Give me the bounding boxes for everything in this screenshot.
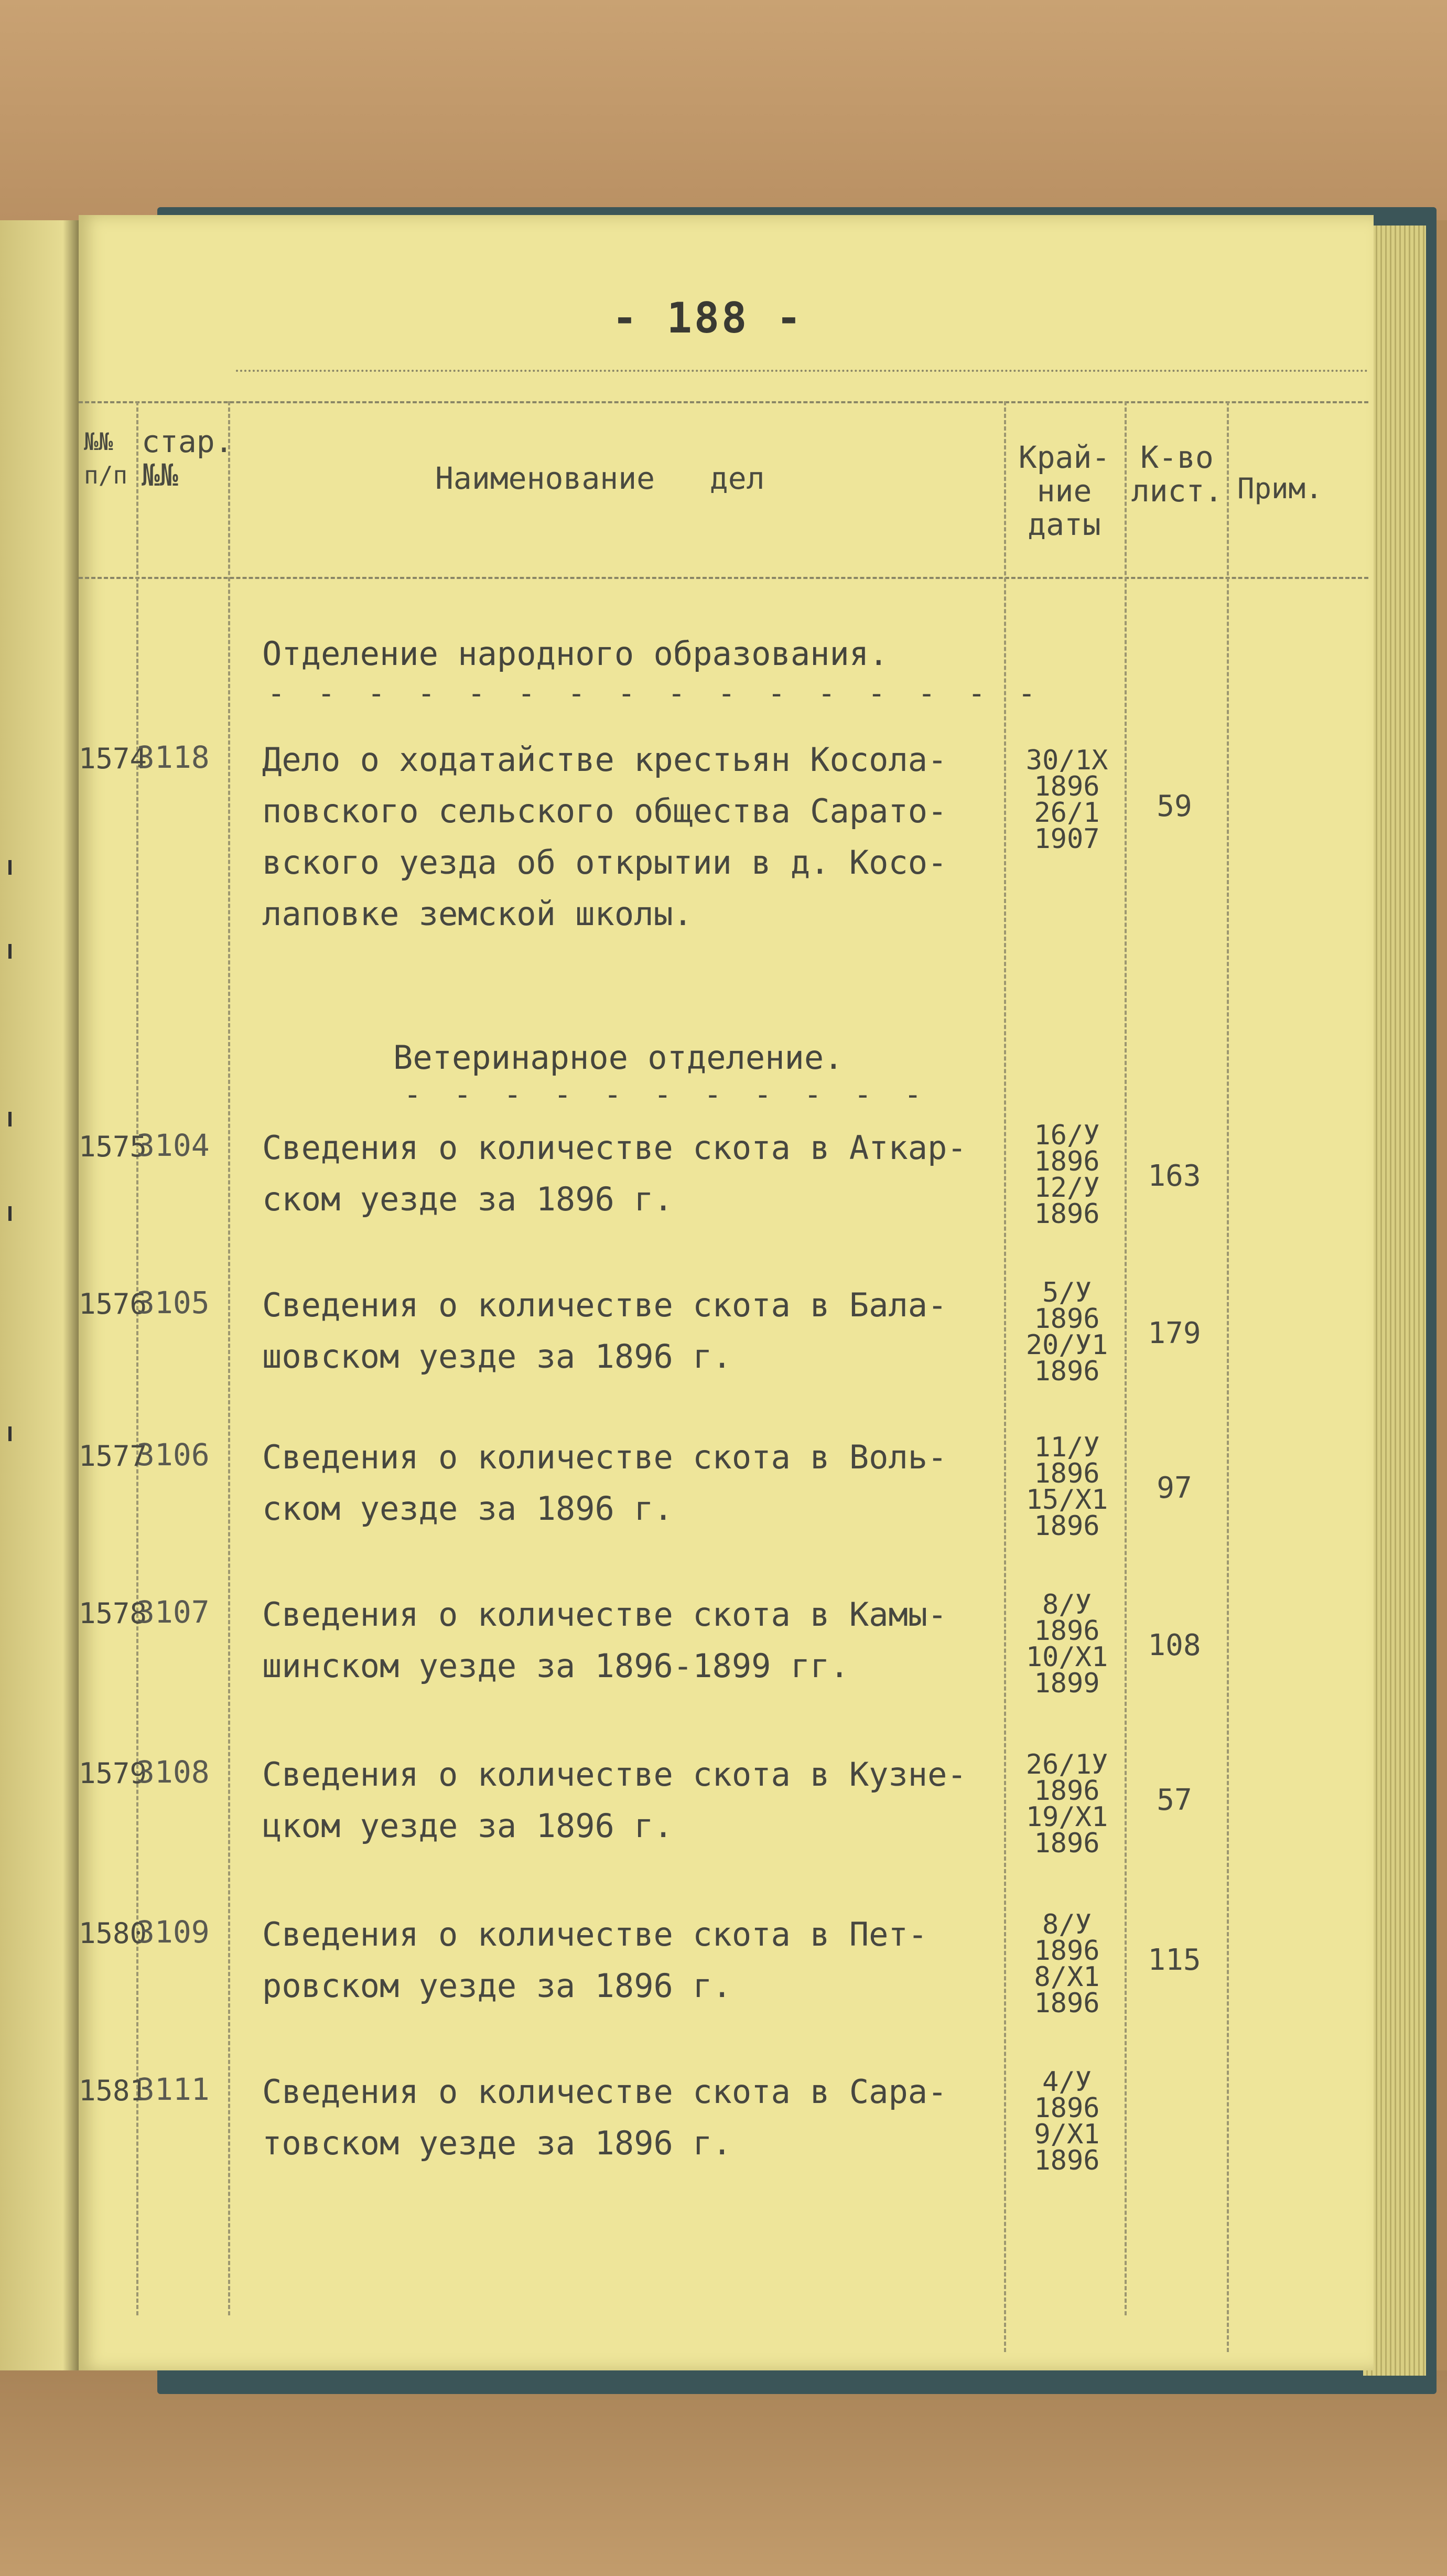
- row-sheets: 179: [1148, 1316, 1201, 1350]
- row-sheets: 97: [1157, 1471, 1192, 1505]
- row-description: Сведения о количестве скота в Камы- шинском уезде за 1896-1899 гг.: [262, 1595, 947, 1685]
- row-dates: 4/У 1896 9/Х1 1896: [1034, 2066, 1100, 2176]
- row-index: 1581: [79, 2074, 147, 2107]
- header-old-number: стар. №№: [142, 424, 233, 493]
- row-description: Сведения о количестве скота в Воль- ском уезде за 1896 г.: [262, 1438, 947, 1528]
- header-dates: Край- ние даты: [1018, 439, 1110, 542]
- column-divider-old: [228, 401, 230, 2315]
- row-dates: 8/У 1896 10/Х1 1899: [1025, 1589, 1108, 1699]
- row-index: 1575: [79, 1130, 147, 1163]
- header-sheets: К-во лист.: [1131, 439, 1223, 509]
- section-title: Отделение народного образования.: [262, 635, 889, 673]
- section-underline: - - - - - - - - - - -: [404, 1078, 930, 1112]
- row-old-number: 3105: [136, 1285, 210, 1321]
- header-index: №№ п/п: [84, 427, 128, 489]
- section-title: Ветеринарное отделение.: [393, 1038, 844, 1077]
- desk-background-bottom: [0, 2370, 1447, 2576]
- row-index: 1578: [79, 1597, 147, 1630]
- row-old-number: 3111: [136, 2071, 210, 2107]
- row-description: Сведения о количестве скота в Аткар- ском уезде за 1896 г.: [262, 1129, 967, 1218]
- row-old-number: 3108: [136, 1754, 210, 1790]
- section-underline: - - - - - - - - - - - - - - - -: [267, 677, 1043, 711]
- row-dates: 16/У 1896 12/У 1896: [1034, 1120, 1100, 1230]
- row-old-number: 3104: [136, 1128, 210, 1163]
- row-sheets: 163: [1148, 1159, 1201, 1193]
- header-bottom-rule: [79, 577, 1368, 579]
- row-index: 1579: [79, 1757, 147, 1790]
- document-page: [79, 215, 1374, 2370]
- column-divider-sheets: [1227, 401, 1229, 2352]
- header-top-rule: [79, 401, 1368, 403]
- row-old-number: 3118: [136, 739, 210, 775]
- row-sheets: 115: [1148, 1943, 1201, 1977]
- row-description: Дело о ходатайстве крестьян Косола- повского сельского общества Сарато- вского уезда об открытии в д. Косо- лаповке земской школы.: [262, 740, 947, 933]
- row-index: 1577: [79, 1440, 147, 1473]
- page-number: - 188 -: [612, 294, 804, 342]
- row-index: 1574: [79, 742, 147, 775]
- row-sheets: 59: [1157, 789, 1192, 823]
- row-dates: 26/1У 1896 19/Х1 1896: [1025, 1749, 1108, 1859]
- row-sheets: 108: [1148, 1628, 1201, 1662]
- row-dates: 5/У 1896 20/У1 1896: [1025, 1277, 1108, 1387]
- row-dates: 30/1Х 1896 26/1 1907: [1025, 745, 1108, 855]
- row-old-number: 3107: [136, 1594, 210, 1630]
- row-description: Сведения о количестве скота в Сара- товском уезде за 1896 г.: [262, 2073, 947, 2162]
- header-notes: Прим.: [1237, 472, 1323, 505]
- column-divider-index: [136, 401, 138, 2315]
- row-old-number: 3106: [136, 1437, 210, 1473]
- row-index: 1580: [79, 1917, 147, 1950]
- row-dates: 11/У 1896 15/Х1 1896: [1025, 1432, 1108, 1542]
- left-page: [0, 220, 79, 2370]
- row-description: Сведения о количестве скота в Кузне- цком уезде за 1896 г.: [262, 1755, 967, 1845]
- header-name: Наименование дел: [435, 460, 765, 496]
- row-dates: 8/У 1896 8/Х1 1896: [1034, 1909, 1100, 2019]
- row-index: 1576: [79, 1287, 147, 1321]
- row-description: Сведения о количестве скота в Пет- ровском уезде за 1896 г.: [262, 1915, 928, 2005]
- row-old-number: 3109: [136, 1914, 210, 1950]
- row-description: Сведения о количестве скота в Бала- шовском уезде за 1896 г.: [262, 1286, 947, 1376]
- top-rule: [236, 370, 1368, 372]
- row-sheets: 57: [1157, 1783, 1192, 1817]
- left-page-marks: [3, 220, 35, 2370]
- desk-background-top: [0, 0, 1447, 220]
